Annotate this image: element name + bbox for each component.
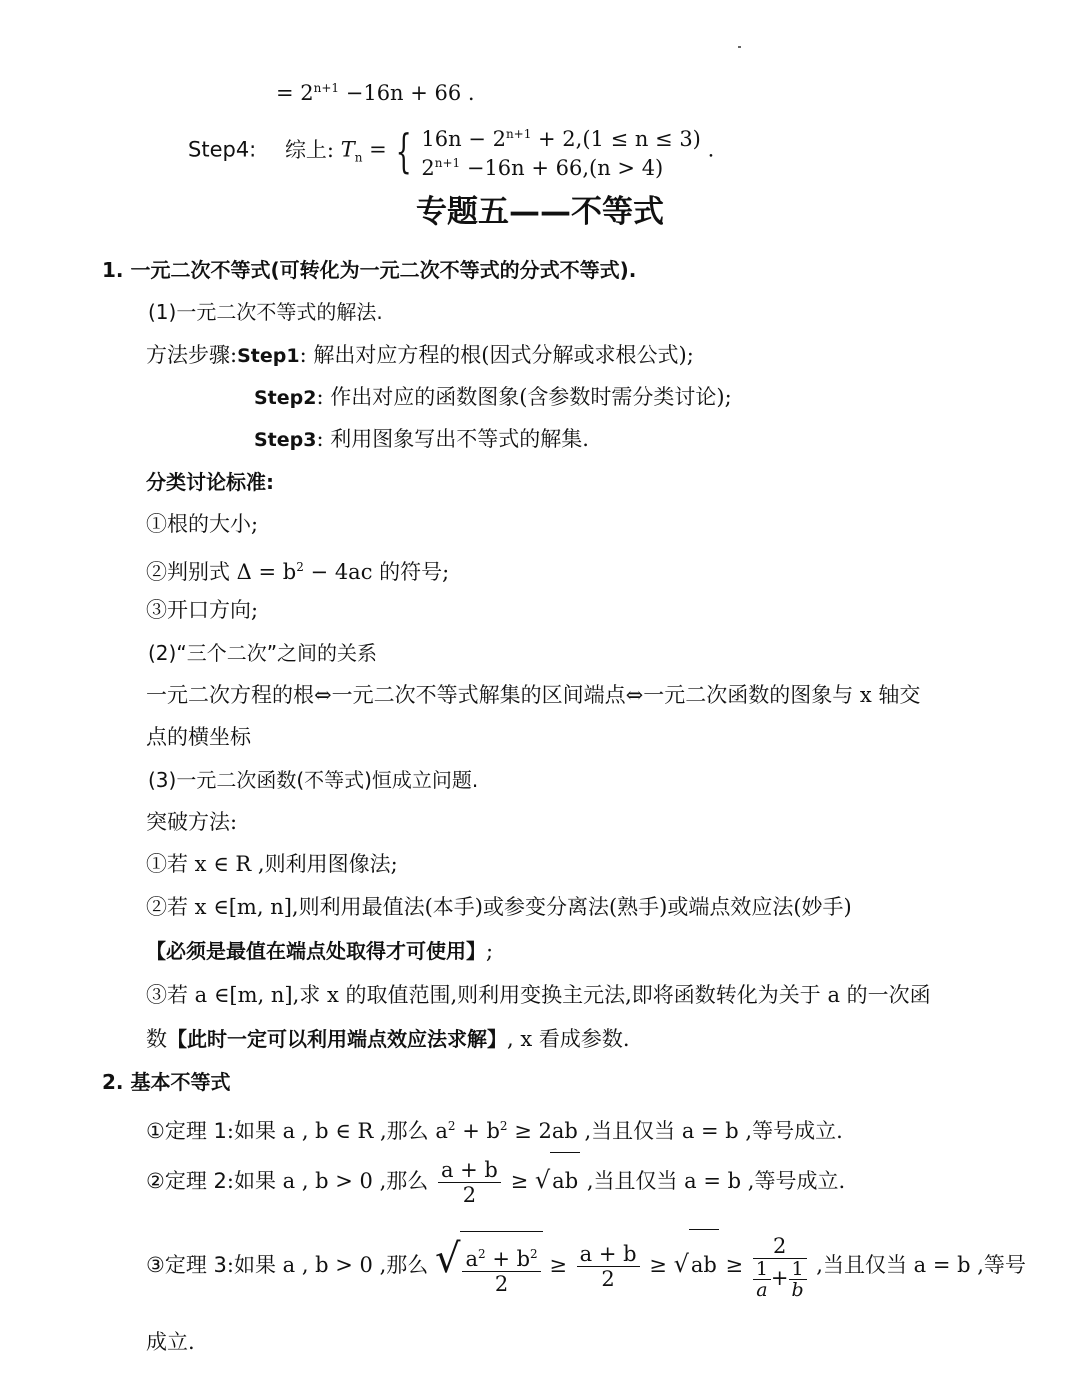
piecewise-cases: $16n - 2^{n+1} + 2,(1 \le n \le 3)$ $2^{n+1} -16n + 66,(n > 4)$ (421, 127, 701, 180)
method-3-line-2: 数【此时一定可以利用端点效应法求解】, x 看成参数. (146, 1027, 630, 1051)
scan-speck (738, 46, 741, 48)
theorem-3: ③定理 3:如果 a , b > 0 ,那么 √ $\frac{a^2 + b^2}{2}$ ≥ $\frac{a + b}{2}$ ≥ √ab ≥ 2 $\frac{1}{a}$ + $\frac{1}{b}$ ,当且仅当 a = b ,等号 (146, 1224, 1026, 1302)
relation-line-2: 点的横坐标 (146, 725, 251, 749)
fraction-harmonic-mean: 2 $\frac{1}{a}$ + $\frac{1}{b}$ (753, 1234, 807, 1300)
section-2-heading: 2. 基本不等式 (102, 1070, 231, 1094)
method-step3: Step3: 利用图象写出不等式的解集. (254, 427, 589, 451)
section-1-heading: 1. 一元二次不等式(可转化为一元二次不等式的分式不等式). (102, 258, 637, 282)
cases-brace: { (395, 124, 413, 178)
fraction-arithmetic-mean: $\frac{a + b}{2}$ (577, 1242, 640, 1291)
method-2-note: 【必须是最值在端点处取得才可使用】; (146, 939, 494, 963)
fraction-a-plus-b-over-2: $\frac{a + b}{2}$ (438, 1158, 501, 1207)
method-step2: Step2: 作出对应的函数图象(含参数时需分类讨论); (254, 385, 732, 409)
theorem-1: ①定理 1:如果 a , b ∈ R ,那么 $a^2 + b^2 \ge 2ab$ ,当且仅当 a = b ,等号成立. (146, 1119, 843, 1143)
step4-line: Step4: 综上: $T_n$ = { $16n - 2^{n+1} + 2,(1 \le n \le 3)$ $2^{n+1} -16n + 66,(n > 4)$ . (188, 124, 715, 180)
quadratic-mean-radical: $\frac{a^2 + b^2}{2}$ (460, 1231, 542, 1302)
theorem-3-end: 成立. (146, 1330, 195, 1354)
method-2: ②若 x ∈[m, n],则利用最值法(本手)或参变分离法(熟手)或端点效应法(妙手) (146, 895, 852, 919)
breakthrough-heading: 突破方法: (146, 810, 238, 834)
radical-sign: √ (673, 1250, 689, 1278)
criteria-heading: 分类讨论标准: (146, 470, 274, 494)
radical-sign: √ (434, 1236, 461, 1282)
step4-label: Step4: (188, 137, 257, 162)
radical-sign: √ (534, 1166, 551, 1194)
section-title: 专题五——不等式 (416, 194, 664, 230)
criteria-2: ②判别式 $\Delta = b^2 - 4ac$ 的符号; (146, 560, 450, 584)
subsection-2: (2)“三个二次”之间的关系 (148, 641, 378, 665)
relation-line-1: 一元二次方程的根⇔一元二次不等式解集的区间端点⇔一元二次函数的图象与 x 轴交 (146, 683, 921, 707)
method-1: ①若 x ∈ R ,则利用图像法; (146, 852, 398, 876)
subsection-3: (3)一元二次函数(不等式)恒成立问题. (148, 768, 479, 792)
method-3-line-1: ③若 a ∈[m, n],求 x 的取值范围,则利用变换主元法,即将函数转化为关于 a 的一次函 (146, 983, 931, 1007)
criteria-1: ①根的大小; (146, 512, 259, 536)
equation-continuation: = $2^{n+1} -16n + 66$ . (276, 81, 475, 105)
theorem-2: ②定理 2:如果 a , b > 0 ,那么 $\frac{a + b}{2}$ ≥ √ab ,当且仅当 a = b ,等号成立. (146, 1152, 845, 1209)
method-step1: 方法步骤:Step1: 解出对应方程的根(因式分解或求根公式); (146, 343, 694, 367)
criteria-3: ③开口方向; (146, 598, 259, 622)
subsection-1: (1)一元二次不等式的解法. (148, 300, 383, 324)
